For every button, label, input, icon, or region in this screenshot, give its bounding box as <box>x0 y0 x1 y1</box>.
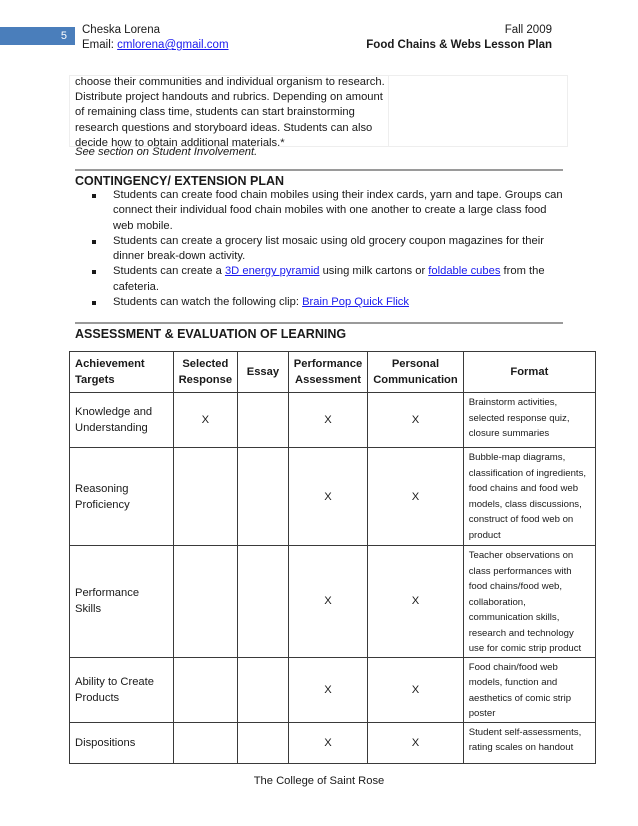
list-item <box>90 295 570 310</box>
list-item-text: using milk cartons or <box>319 265 429 278</box>
target-cell: Dispositions <box>70 722 174 763</box>
format-cell: Bubble-map diagrams, classification of ingredients, food chains and food web models, class discussions, construct of food web on product <box>463 448 595 546</box>
col-header: Format <box>463 352 595 393</box>
table-row <box>70 448 596 546</box>
list-item-text: Students can create a <box>113 265 225 278</box>
personal-cell: X <box>368 393 464 448</box>
performance-cell: X <box>288 657 367 722</box>
list-item <box>90 264 570 295</box>
table-row <box>70 657 596 722</box>
bullet-square-icon <box>92 194 96 198</box>
bullet-square-icon <box>92 301 96 305</box>
performance-cell: X <box>288 722 367 763</box>
personal-cell: X <box>368 448 464 546</box>
bullet-square-icon <box>92 270 96 274</box>
foldable-cubes-link[interactable]: foldable cubes <box>428 265 501 278</box>
essay-cell <box>238 448 289 546</box>
format-cell: Brainstorm activities, selected response quiz, closure summaries <box>463 393 595 448</box>
performance-cell: X <box>288 393 367 448</box>
section-divider <box>75 169 563 171</box>
col-header: Selected Response <box>173 352 237 393</box>
format-cell: Teacher observations on class performances with food chains/food web, collaboration, communication skills, research and technology use for comic strip product <box>463 546 595 658</box>
list-item-text: Students can create food chain mobiles using their index cards, yarn and tape. Groups can connect their individual food chain mobiles with one another to create a large class food web mobile. <box>113 189 563 232</box>
section-divider <box>75 322 563 324</box>
bullet-square-icon <box>92 240 96 244</box>
page-footer: The College of Saint Rose <box>253 775 385 787</box>
essay-cell <box>238 546 289 658</box>
plan-title: Food Chains & Webs Lesson Plan <box>366 39 552 51</box>
col-header: Achievement Targets <box>70 352 174 393</box>
term-label: Fall 2009 <box>504 24 552 36</box>
selected-cell <box>173 657 237 722</box>
previous-section-text: choose their communities and individual organism to research. Distribute project handouts and rubrics. Depending on amount of remaining class time, students can start brainstorming research questions and storyboard ideas. Students can also decide how to obtain additional materials.* <box>75 76 385 149</box>
previous-section-note: See section on Student Involvement. <box>75 146 258 158</box>
contingency-list <box>90 188 570 310</box>
personal-cell: X <box>368 722 464 763</box>
selected-cell <box>173 448 237 546</box>
performance-cell: X <box>288 546 367 658</box>
essay-cell <box>238 393 289 448</box>
brain-pop-link[interactable]: Brain Pop Quick Flick <box>302 296 409 309</box>
list-item-text: Students can watch the following clip: <box>113 296 303 309</box>
email-link[interactable]: cmlorena@gmail.com <box>117 39 229 51</box>
col-header: Essay <box>238 352 289 393</box>
table-row <box>70 722 596 763</box>
personal-cell: X <box>368 546 464 658</box>
assessment-table <box>69 351 596 764</box>
format-cell: Food chain/food web models, function and aesthetics of comic strip poster <box>463 657 595 722</box>
target-cell: Reasoning Proficiency <box>70 448 174 546</box>
selected-cell <box>173 722 237 763</box>
col-header: Personal Communication <box>368 352 464 393</box>
table-header-row <box>70 352 596 393</box>
energy-pyramid-link[interactable]: 3D energy pyramid <box>224 265 320 278</box>
target-cell: Knowledge and Understanding <box>70 393 174 448</box>
target-cell: Ability to Create Products <box>70 657 174 722</box>
email-line <box>82 38 229 53</box>
table-row <box>70 393 596 448</box>
list-item-text: Students can create a grocery list mosaic using old grocery coupon magazines for their dinner break-down activity. <box>113 234 544 263</box>
contingency-title: CONTINGENCY/ EXTENSION PLAN <box>75 174 285 188</box>
list-item-text: from the cafeteria. <box>113 265 545 293</box>
author-name: Cheska Lorena <box>82 24 160 36</box>
col-header: Performance Assessment <box>288 352 367 393</box>
assessment-title: ASSESSMENT & EVALUATION OF LEARNING <box>75 327 347 341</box>
list-item <box>90 234 570 265</box>
format-cell: Student self-assessments, rating scales on handout <box>463 722 595 763</box>
personal-cell: X <box>368 657 464 722</box>
selected-cell <box>173 546 237 658</box>
page-number-badge: 5 <box>0 27 75 45</box>
essay-cell <box>238 657 289 722</box>
email-label: Email: <box>82 39 118 51</box>
list-item <box>90 188 570 234</box>
header-author-block <box>82 23 229 53</box>
header-plan-block <box>366 23 552 53</box>
selected-cell: X <box>173 393 237 448</box>
essay-cell <box>238 722 289 763</box>
table-row <box>70 546 596 658</box>
target-cell: Performance Skills <box>70 546 174 658</box>
performance-cell: X <box>288 448 367 546</box>
